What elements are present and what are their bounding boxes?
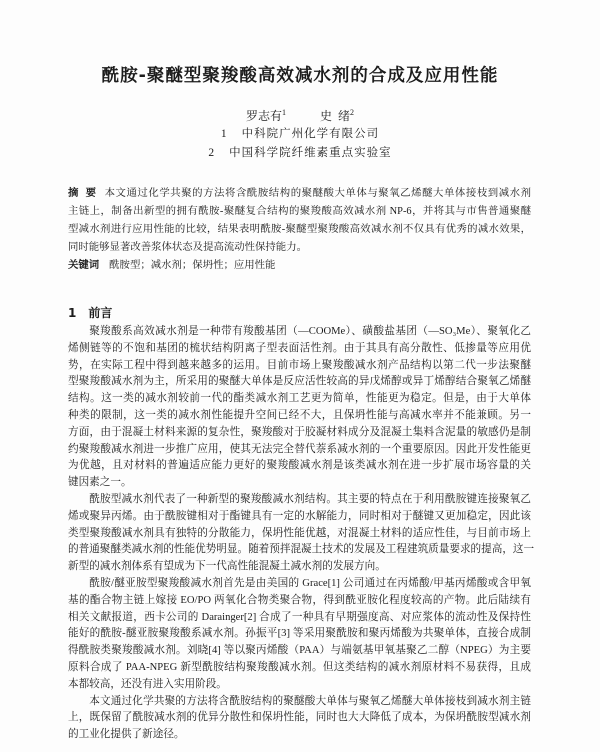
paragraph	[68, 492, 535, 576]
paragraph-line: 能好的酰胺-醚亚胺聚羧酸系减水剂。孙振平[3] 等采用聚酰胺和聚丙烯酸为共聚单体，直接合成制	[68, 628, 531, 640]
author	[320, 109, 354, 123]
author-name: 罗志有	[245, 109, 282, 123]
paragraph-line: 势，在实际工程中得到越来越多的运用。目前市场上聚羧酸减水剂产品结构以第二代一步法聚醚	[68, 359, 531, 371]
affiliation-name: 中国科学院纤维素重点实验室	[229, 147, 392, 159]
paragraph-line: 相关文献报道，西卡公司的 Darainger[2] 合成了一种具有早期强度高、对应浆体的流动性及保持性	[68, 611, 531, 623]
paragraph-line: 得酰胺类聚羧酸减水剂。刘晓[4] 等以聚丙烯酸（PAA）与端氨基甲氧基聚乙二醇（NPEG）为主要	[68, 645, 531, 657]
body-text	[68, 324, 535, 744]
author	[246, 109, 286, 123]
paragraph-line: 本文通过化学共聚的方法将含酰胺结构的聚醚酸大单体与聚氧乙烯醚大单体接枝到减水剂主链	[89, 695, 531, 707]
paragraph-line: 型聚羧酸减水剂为主，所采用的聚醚大单体是反应活性较高的异戊烯醇或异丁烯醇结合聚氧乙烯醚	[68, 376, 531, 388]
paragraph-line: 新型的减水剂体系有望成为下一代高性能混凝土减水剂的发展方向。	[68, 561, 386, 573]
paragraph	[68, 324, 531, 492]
paragraph-line: 聚羧酸系高效减水剂是一种带有羧酸基团（—COOMe）、磺酸盐基团（—SO₃Me）、聚氧化乙	[89, 326, 531, 337]
affiliation-name: 中科院广州化学有限公司	[241, 128, 380, 140]
paper-title: 酰胺-聚醚型聚羧酸高效减水剂的合成及应用性能	[101, 66, 499, 86]
abstract-line: 主链上，制备出新型的拥有酰胺-聚醚复合结构的聚羧酸高效减水剂 NP-6，并将其与市售普通聚醚	[68, 206, 531, 217]
abstract	[68, 184, 531, 257]
abstract-label: 摘 要	[68, 187, 97, 199]
paragraph-line: 酰胺型减水剂代表了一种新型的聚羧酸减水剂结构。其主要的特点在于利用酰胺键连接聚氧乙	[89, 493, 531, 505]
paragraph-line: 约聚羧酸减水剂进一步推广应用，使其无法完全替代萘系减水剂的一个重要原因。因此开发性能更	[68, 443, 531, 455]
affiliation	[0, 126, 600, 142]
abstract-line	[68, 184, 531, 203]
section-number: 1	[68, 306, 77, 320]
affiliation-mark: 2	[208, 147, 216, 159]
abstract-line-text: 本文通过化学共聚的方法将含酰胺结构的聚醚酸大单体与聚氧乙烯醚大单体接枝到减水剂	[104, 188, 531, 199]
section-heading	[68, 304, 112, 322]
paragraph	[68, 576, 531, 694]
paragraph-line: 种类的限制，这一类的减水剂性能提升空间已经不大，且保坍性能与高减水率并不能兼顾。另一	[68, 409, 531, 421]
paragraph-line: 的工业化提供了新途径。	[68, 729, 185, 741]
paragraph-line: 酰胺/醚亚胺型聚羧酸减水剂首先是由美国的 Grace[1] 公司通过在丙烯酸/甲基丙烯酸或含甲氧	[89, 577, 531, 589]
affiliation	[0, 145, 600, 161]
keywords-text: 酰胺型；减水剂；保坍性；应用性能	[109, 260, 276, 271]
paragraph-line: 方面，由于混凝土材料来源的复杂性，聚羧酸对于胶凝材料成分及混凝土集料含泥量的敏感仍是制	[68, 426, 531, 438]
paragraph-line: 烯或聚异丙烯。由于酰胺键相对于酯键具有一定的水解能力，同时相对于醚键又更加稳定，因此该	[68, 510, 531, 522]
author-affiliation-mark: 1	[282, 108, 286, 117]
paragraph-line: 上，既保留了酰胺减水剂的优异分散性和保坍性能，同时也大大降低了成本，为保坍酰胺型减水剂	[68, 712, 531, 724]
author-affiliation-mark: 2	[350, 108, 355, 117]
paragraph-line: 基的酯合物主链上嫁接 EO/PO 两氧化合物类聚合物，得到酰亚胺化程度较高的产物。此后陆续有	[68, 594, 531, 606]
paragraph-line: 原料合成了 PAA-NPEG 新型酰胺结构聚羧酸减水剂。但这类结构的减水剂原材料不易获得，且成	[68, 661, 531, 673]
abstract-line: 同时能够显著改善浆体状态及提高流动性保持能力。	[68, 242, 307, 253]
section-title: 前言	[88, 306, 113, 320]
author-name: 史 绪	[320, 109, 351, 123]
paragraph-line: 键因素之一。	[68, 477, 132, 489]
abstract-line: 型减水剂进行应用性能的比较，结果表明酰胺-聚醚型聚羧酸高效减水剂不仅具有优秀的减水效果，	[68, 224, 531, 235]
keywords	[68, 256, 531, 275]
paragraph-line: 本都较高，还没有进入实用阶段。	[68, 678, 227, 690]
author-list	[0, 108, 600, 124]
paragraph-line: 类型聚羧酸减水剂具有独特的分散能力，保坍性能优越，对混凝土材料的适应性佳，与目前市场上	[68, 527, 531, 539]
paragraph-line: 为优越，且对材料的普遍适应能力更好的聚羧酸减水剂是该类减水剂在进一步扩展市场容量的关	[68, 460, 531, 472]
paragraph-line: 结构。这一类的减水剂较前一代的酯类减水剂工艺更为简单，性能更为稳定。但是，由于大单体	[68, 393, 531, 405]
affiliation-mark: 1	[220, 128, 228, 140]
paragraph	[68, 694, 531, 744]
paragraph-line: 的普通聚醚类减水剂的性能优势明显。随着预拌混凝土技术的发展及工程建筑质量要求的提高，这一	[68, 544, 535, 556]
paragraph-line: 烯侧链等的不饱和基团的梳状结构阴离子型表面活性剂。由于其具有高分散性、低掺量等应用优	[68, 342, 531, 354]
keywords-label: 关键词	[68, 259, 100, 271]
